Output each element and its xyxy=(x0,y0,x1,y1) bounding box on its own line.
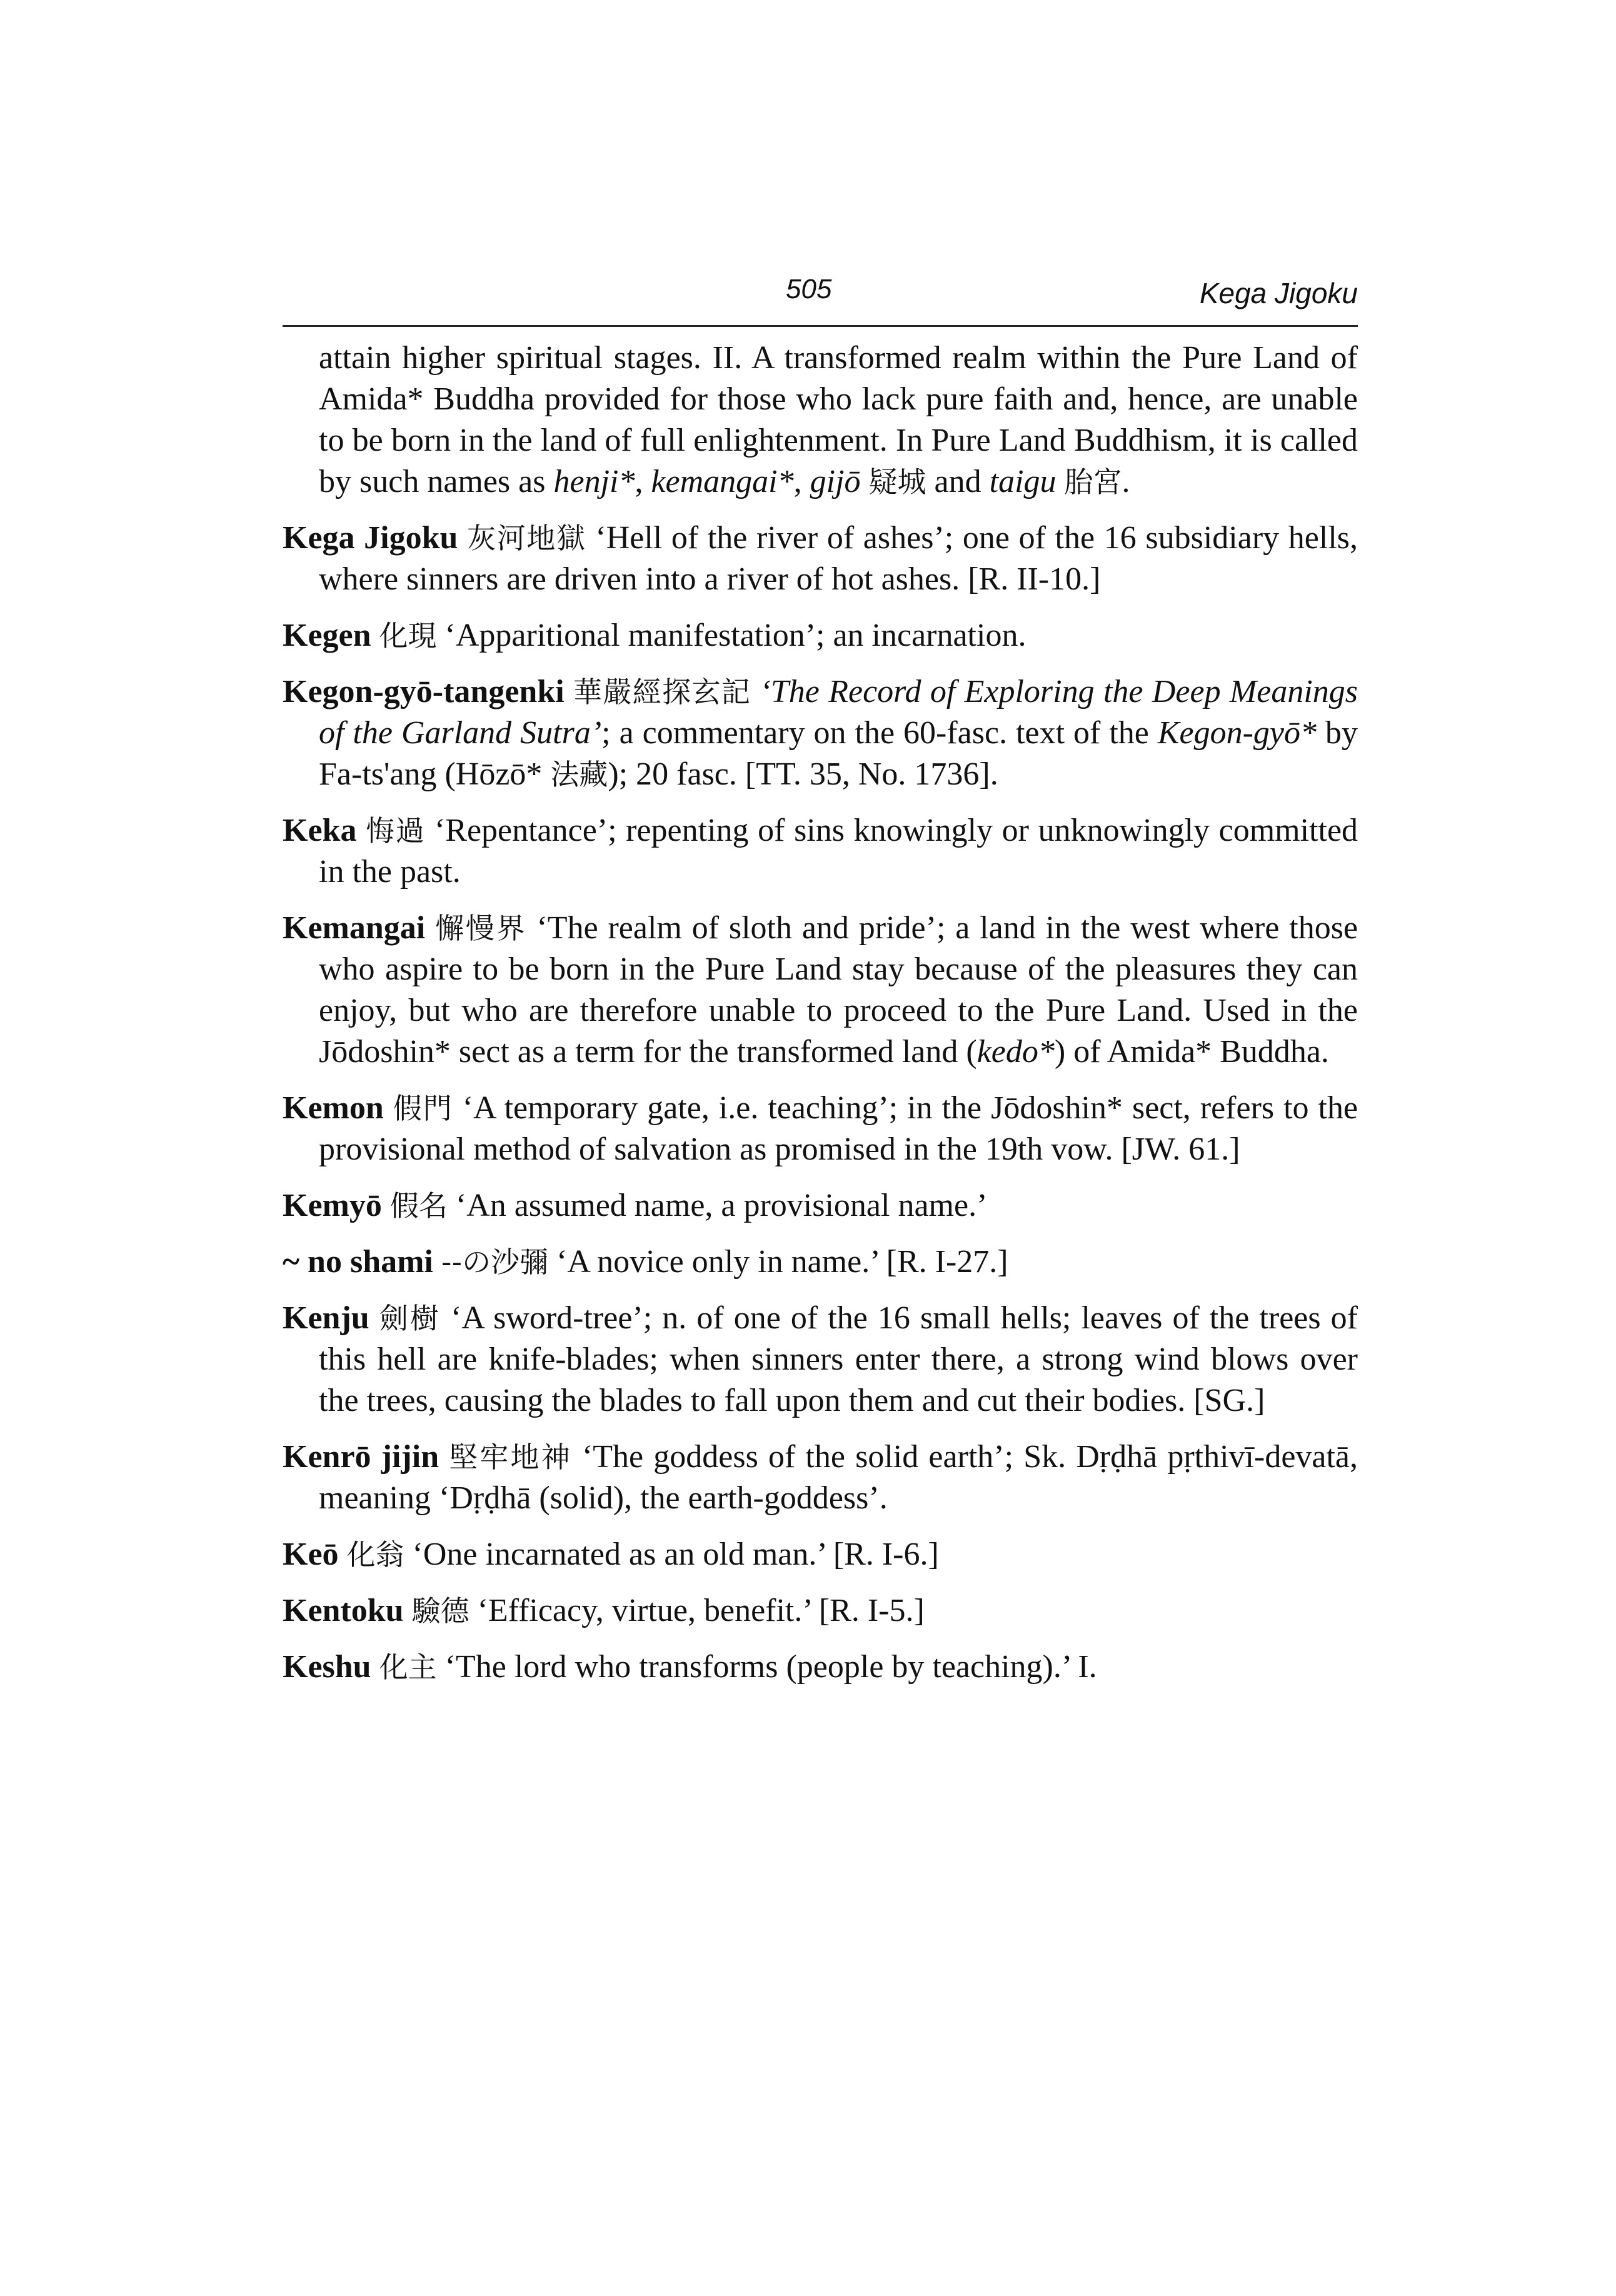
definition: ; a commentary on the 60-fasc. text of the xyxy=(601,715,1158,751)
headword-kanji: 假名 xyxy=(389,1189,448,1223)
term-gijo: gijō xyxy=(810,464,861,499)
definition-end: ) of Amida* Buddha. xyxy=(1054,1034,1329,1070)
headword-kanji: 假門 xyxy=(393,1091,453,1125)
headword: ~ no shami xyxy=(283,1244,433,1280)
running-head: Kega Jigoku xyxy=(1199,277,1358,309)
headword-kanji: 堅牢地神 xyxy=(449,1440,572,1474)
term-henji: henji* xyxy=(553,464,635,499)
entry-kegen xyxy=(283,615,1358,656)
inline-kanji: 法藏 xyxy=(550,758,608,791)
headword: Keō xyxy=(283,1537,339,1572)
work-title: ‘The Record of Exploring the Deep Meanings of the Garland Sutra’ xyxy=(319,674,1358,751)
definition: ‘Hell of the river of ashes’; one of the 16 subsidiary hells, where sinners are driven into a river of hot ashes. [R. II-10.] xyxy=(319,520,1358,597)
page-number: 505 xyxy=(786,274,832,304)
headword-kanji: --の沙彌 xyxy=(441,1245,549,1279)
entry-kenju xyxy=(283,1298,1358,1421)
continuation-text: attain higher spiritual stages. II. A transformed realm within the Pure Land of Amida* Buddha provided for those who lack pure faith and, hence, are unable to be born in the land of full enlightenment. In Pure Land Buddhism, it is called by such names as xyxy=(319,340,1358,499)
period: . xyxy=(1122,464,1130,499)
continuation-paragraph xyxy=(283,338,1358,503)
definition-end: ); 20 fasc. [TT. 35, No. 1736]. xyxy=(608,756,998,792)
definition: ‘One incarnated as an old man.’ [R. I-6.] xyxy=(412,1537,939,1572)
headword: Kegen xyxy=(283,618,371,653)
headword-kanji: 驗德 xyxy=(411,1594,469,1628)
headword: Kenrō jijin xyxy=(283,1439,439,1475)
headword: Kenju xyxy=(283,1300,369,1336)
term-taigu: taigu xyxy=(989,464,1056,499)
headword-kanji: 化主 xyxy=(379,1650,437,1684)
headword-kanji: 懈慢界 xyxy=(435,911,527,945)
entry-kegon-gyo-tangenki xyxy=(283,671,1358,795)
definition-cont: by Fa-ts'ang (Hōzō* xyxy=(319,715,1358,792)
separator: , xyxy=(635,464,651,499)
kanji-gijo: 疑城 xyxy=(868,465,926,499)
term-kedo: kedo* xyxy=(976,1034,1055,1070)
entry-keshu xyxy=(283,1647,1358,1688)
headword: Kemangai xyxy=(283,910,426,946)
definition: ‘The goddess of the solid earth’; Sk. Dṛḍhā pṛthivī-devatā, meaning ‘Dṛḍhā (solid), the earth-goddess’. xyxy=(319,1439,1358,1516)
separator: , xyxy=(793,464,810,499)
definition: ‘The realm of sloth and pride’; a land in the west where those who aspire to be born in the Pure Land stay because of the pleasures they can enjoy, but who are therefore unable to proceed to the Pure Land. Used in the Jōdoshin* sect as a term for the transformed land ( xyxy=(319,910,1358,1070)
conjunction: and xyxy=(926,464,990,499)
definition: ‘A novice only in name.’ [R. I-27.] xyxy=(556,1244,1008,1280)
entry-kemyo xyxy=(283,1185,1358,1226)
definition: ‘Efficacy, virtue, benefit.’ [R. I-5.] xyxy=(477,1593,925,1628)
headword-kanji: 化翁 xyxy=(346,1538,404,1572)
headword: Kemyō xyxy=(283,1188,382,1223)
headword-kanji: 劍樹 xyxy=(379,1301,441,1335)
headword: Kega Jigoku xyxy=(283,520,458,556)
work-title-ref: Kegon-gyō* xyxy=(1157,715,1317,751)
entry-kemangai xyxy=(283,908,1358,1073)
headword: Kemon xyxy=(283,1090,384,1126)
kanji-taigu: 胎宮 xyxy=(1064,465,1122,499)
definition: ‘The lord who transforms (people by teaching).’ I. xyxy=(444,1649,1097,1685)
dictionary-column xyxy=(283,338,1358,1703)
definition: ‘Apparitional manifestation’; an incarnation. xyxy=(444,618,1026,653)
entry-kenro-jijin xyxy=(283,1436,1358,1519)
entry-kega-jigoku xyxy=(283,518,1358,600)
headword: Keshu xyxy=(283,1649,371,1685)
page-header xyxy=(283,269,1358,327)
headword-kanji: 化現 xyxy=(379,619,437,653)
entry-kentoku xyxy=(283,1590,1358,1632)
definition: ‘Repentance’; repenting of sins knowingly or unknowingly committed in the past. xyxy=(319,813,1358,890)
entry-keo xyxy=(283,1534,1358,1575)
definition: ‘An assumed name, a provisional name.’ xyxy=(455,1188,988,1223)
entry-keka xyxy=(283,810,1358,893)
entry-no-shami xyxy=(283,1241,1358,1283)
headword: Keka xyxy=(283,813,357,848)
headword: Kentoku xyxy=(283,1593,404,1628)
definition: ‘A sword-tree’; n. of one of the 16 small hells; leaves of the trees of this hell are knife-blades; when sinners enter there, a strong wind blows over the trees, causing the blades to fall upon them and cut their bodies. [SG.] xyxy=(319,1300,1358,1418)
entry-kemon xyxy=(283,1088,1358,1170)
headword: Kegon-gyō-tangenki xyxy=(283,674,565,709)
headword-kanji: 灰河地獄 xyxy=(467,521,586,555)
definition: ‘A temporary gate, i.e. teaching’; in the Jōdoshin* sect, refers to the provisional method of salvation as promised in the 19th vow. [JW. 61.] xyxy=(319,1090,1358,1167)
term-kemangai: kemangai* xyxy=(651,464,794,499)
headword-kanji: 華嚴經探玄記 xyxy=(573,675,751,709)
headword-kanji: 悔過 xyxy=(366,814,426,848)
